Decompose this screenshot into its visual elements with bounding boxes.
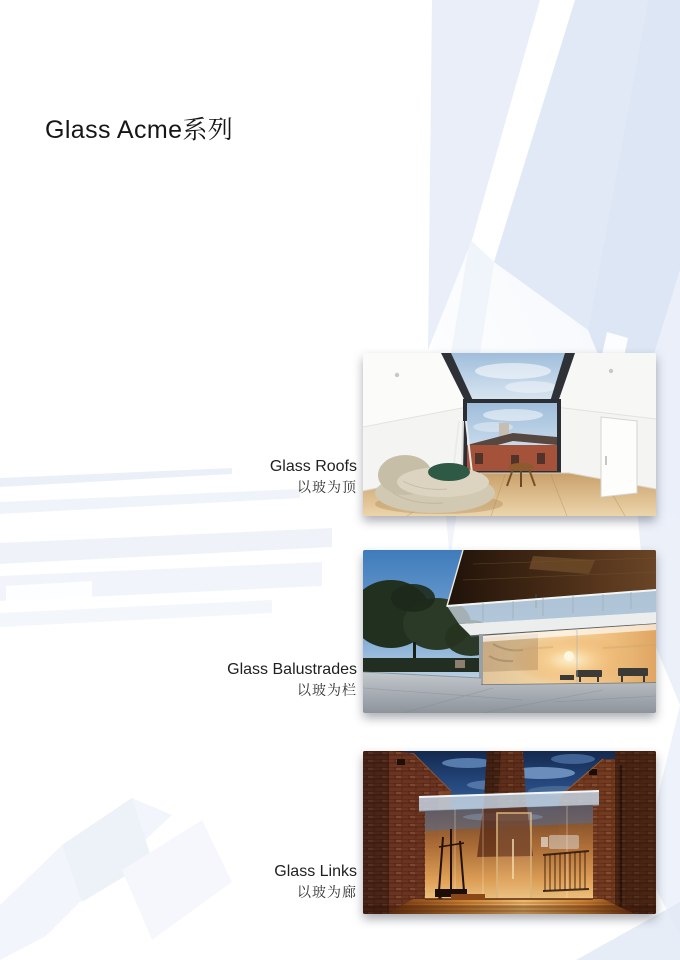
caption-glass-balustrades xyxy=(227,660,357,700)
photo-glass-links xyxy=(363,751,656,914)
photo-glass-balustrades xyxy=(363,550,656,713)
glass-balustrade-house-illustration xyxy=(363,550,656,713)
glass-corridor xyxy=(425,805,593,903)
product-name-en: Glass Roofs xyxy=(269,458,357,475)
product-name-en: Glass Links xyxy=(274,863,357,880)
window-view xyxy=(465,401,559,473)
page-title: Glass Acme系列 xyxy=(45,116,234,144)
product-name-en: Glass Balustrades xyxy=(227,661,357,678)
door xyxy=(601,417,637,497)
caption-glass-roofs xyxy=(270,457,357,497)
bottom-left-shards xyxy=(0,768,232,960)
product-name-zh: 以玻为顶 xyxy=(297,479,357,495)
photo-glass-roofs xyxy=(363,353,656,516)
bottom-vignette xyxy=(363,905,656,914)
product-name-zh: 以玻为廊 xyxy=(297,884,357,900)
caption-glass-links xyxy=(274,862,357,902)
product-name-zh: 以玻为栏 xyxy=(297,682,357,698)
glass-roof-interior-illustration xyxy=(363,353,656,516)
glass-link-corridor-illustration xyxy=(363,751,656,914)
